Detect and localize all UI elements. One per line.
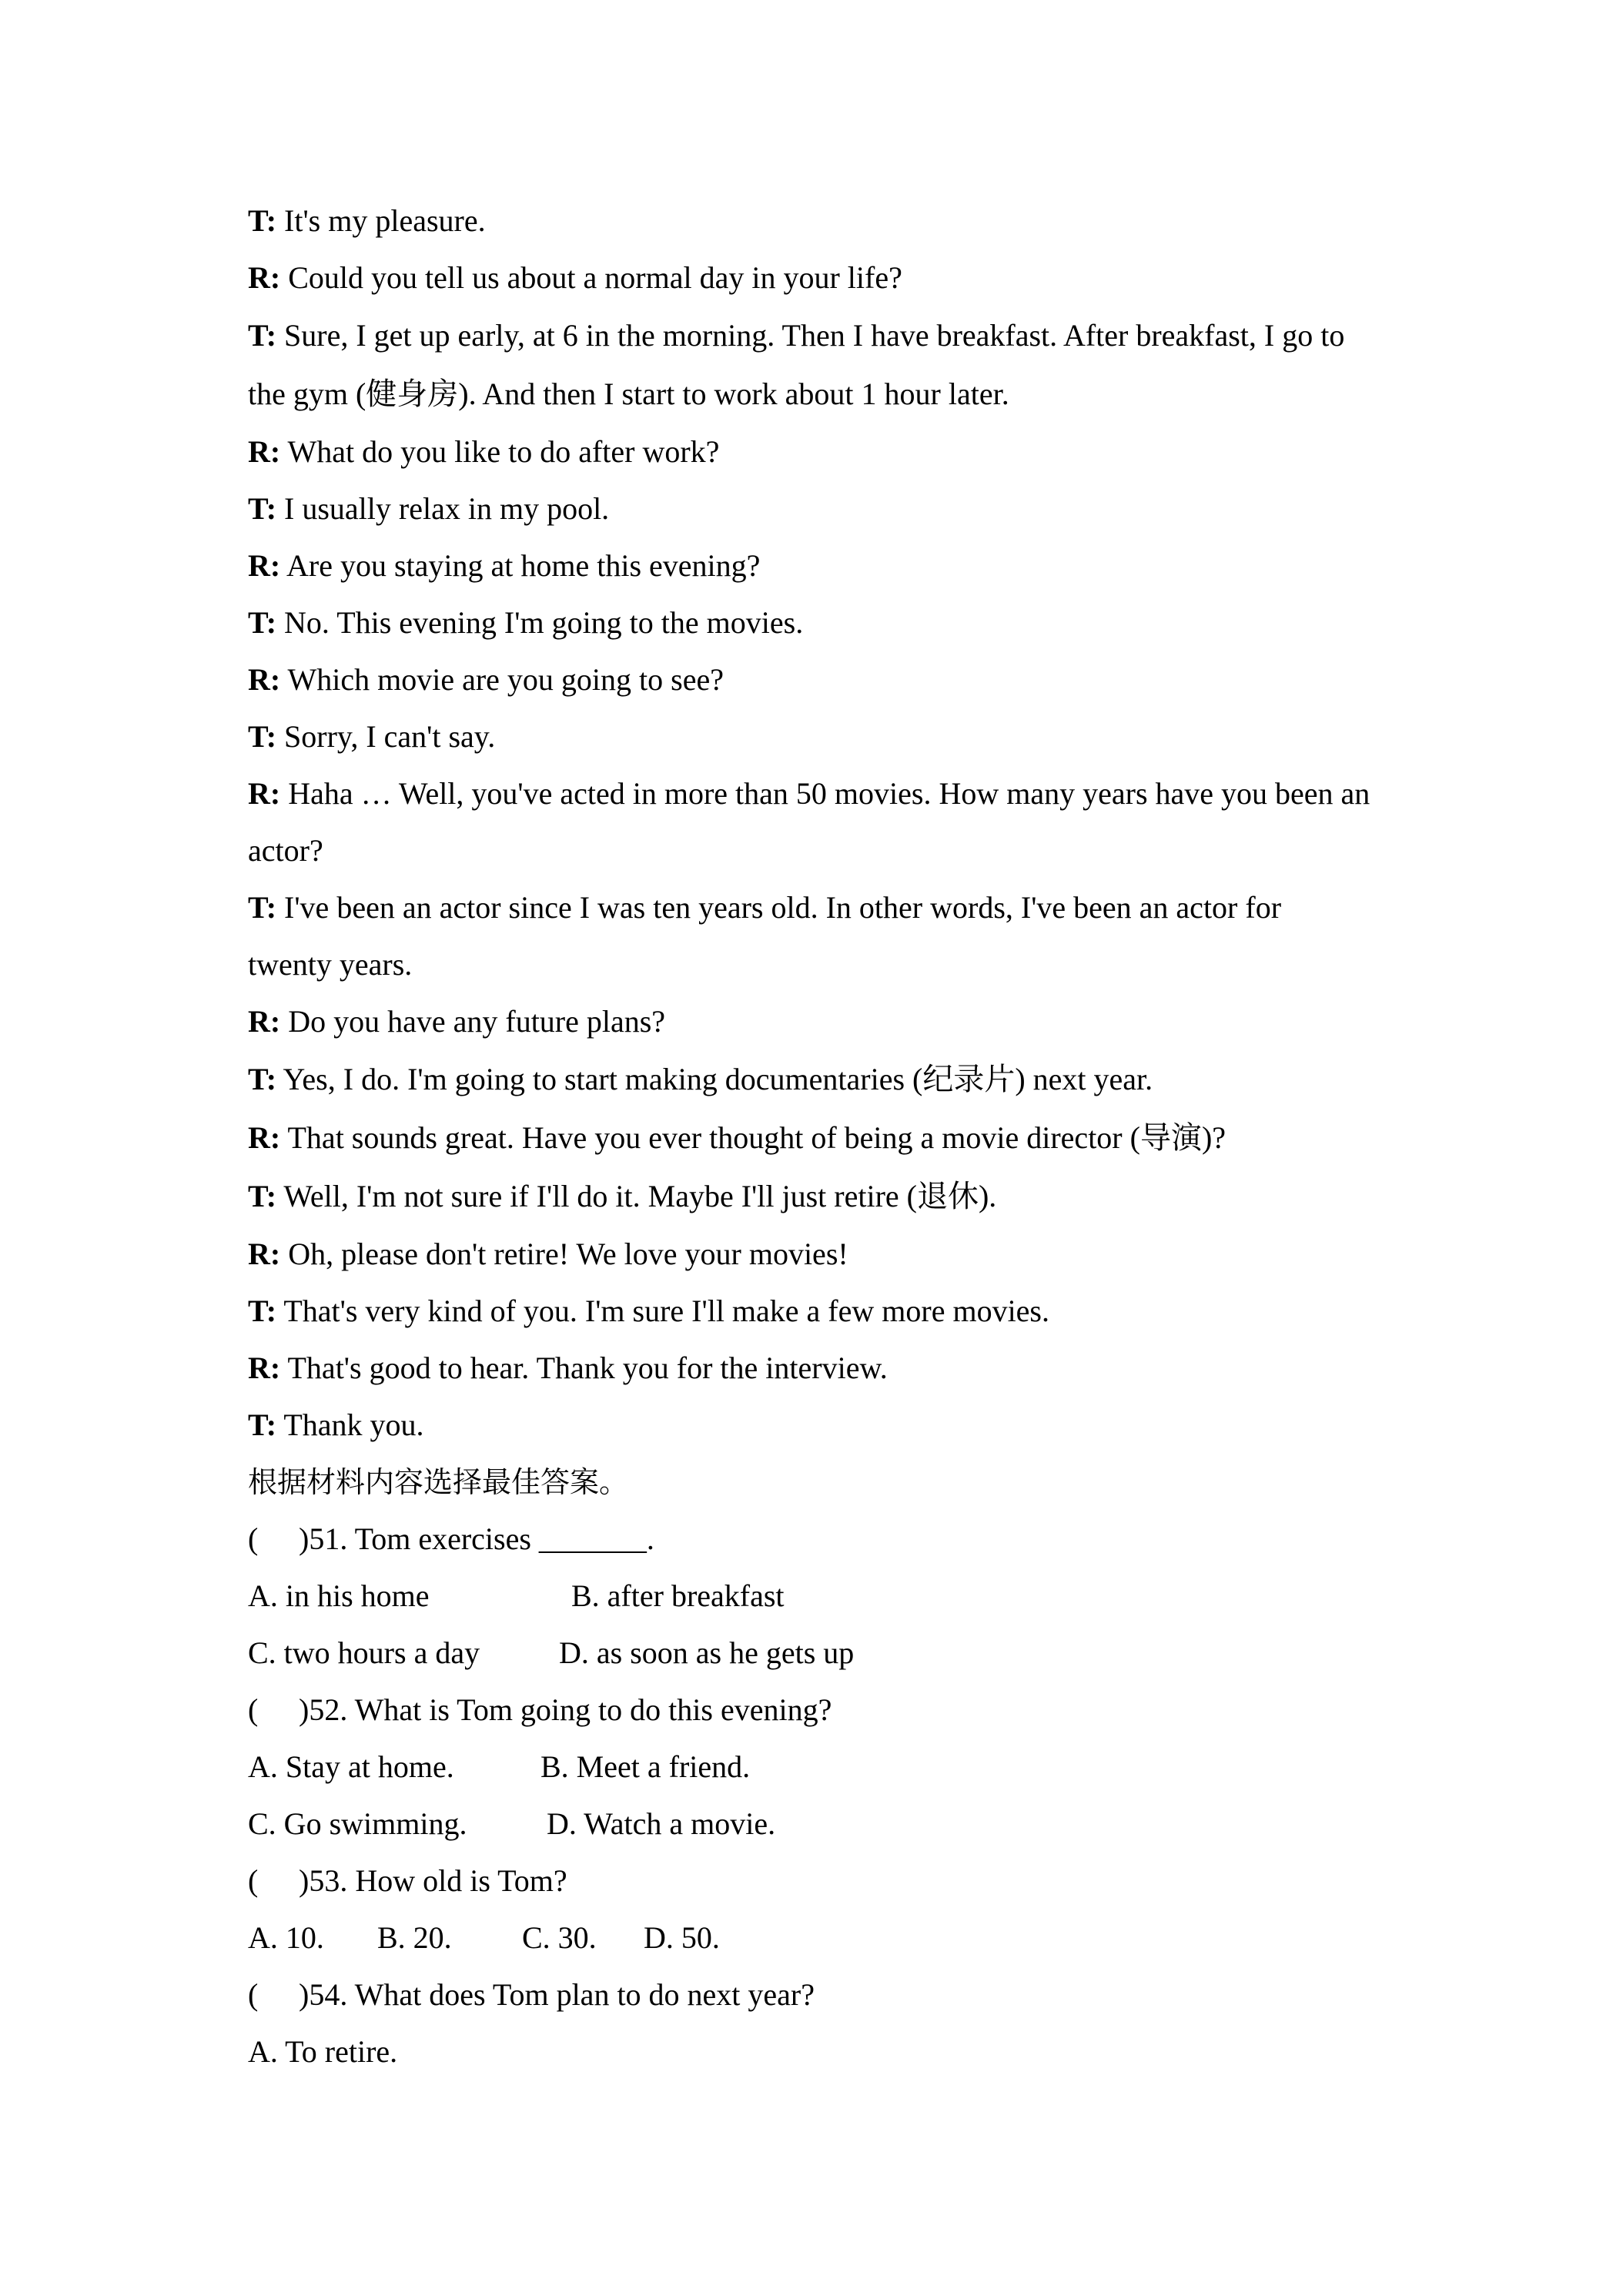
speaker-label: R: (248, 662, 281, 697)
line-text: Thank you. (283, 1407, 424, 1442)
options-row (248, 1739, 1372, 1796)
option-d[interactable]: D. Watch a movie. (547, 1806, 776, 1841)
option-a[interactable]: A. in his home (248, 1578, 430, 1613)
speaker-label: T: (248, 1062, 277, 1096)
question-text: )53. How old is Tom? (299, 1863, 567, 1898)
speaker-label: T: (248, 491, 277, 526)
option-a[interactable]: A. 10. (248, 1920, 324, 1955)
speaker-label: T: (248, 719, 277, 754)
dialogue-line (248, 1109, 1372, 1167)
dialogue-line (248, 537, 1372, 594)
option-a[interactable]: A. To retire. (248, 2034, 398, 2069)
speaker-label: T: (248, 1407, 277, 1442)
speaker-label: T: (248, 890, 277, 925)
dialogue-line (248, 249, 1372, 306)
speaker-label: R: (248, 434, 281, 469)
line-text: Do you have any future plans? (288, 1004, 666, 1039)
question-53 (248, 1853, 1372, 1966)
dialogue-line (248, 1050, 1372, 1109)
dialogue-line (248, 594, 1372, 651)
options-row (248, 1568, 1372, 1625)
dialogue-line (248, 708, 1372, 765)
speaker-label: R: (248, 548, 281, 583)
line-text: Haha … Well, you've acted in more than 50 movies. How many years have you been an actor? (248, 776, 1370, 868)
speaker-label: T: (248, 318, 277, 353)
question-51 (248, 1511, 1372, 1682)
dialogue-line (248, 993, 1372, 1050)
line-text: That's good to hear. Thank you for the interview. (287, 1350, 888, 1385)
question-54 (248, 1966, 1372, 2080)
answer-blank[interactable]: ( (248, 1692, 259, 1727)
option-c[interactable]: C. Go swimming. (248, 1806, 467, 1841)
option-c[interactable]: C. 30. (522, 1920, 597, 1955)
option-b[interactable]: B. Meet a friend. (540, 1749, 751, 1784)
line-text: I've been an actor since I was ten years old. In other words, I've been an actor for twenty years. (248, 890, 1282, 982)
option-a[interactable]: A. Stay at home. (248, 1749, 454, 1784)
option-c[interactable]: C. two hours a day (248, 1635, 480, 1670)
answer-blank[interactable]: ( (248, 1977, 259, 2012)
answer-blank[interactable]: ( (248, 1863, 259, 1898)
question-52 (248, 1682, 1372, 1853)
line-text: No. This evening I'm going to the movies. (284, 605, 804, 640)
question-text: )51. Tom exercises _______. (299, 1521, 654, 1556)
speaker-label: R: (248, 1350, 281, 1385)
worksheet-page (248, 192, 1372, 2080)
line-text: That sounds great. Have you ever thought of being a movie director (导演)? (287, 1120, 1226, 1155)
dialogue-line (248, 1283, 1372, 1340)
options-row (248, 1625, 1372, 1682)
dialogue-line (248, 423, 1372, 480)
line-text: I usually relax in my pool. (284, 491, 610, 526)
dialogue-line (248, 1340, 1372, 1397)
dialogue-line (248, 480, 1372, 537)
line-text: Which movie are you going to see? (287, 662, 724, 697)
speaker-label: T: (248, 1294, 277, 1328)
option-d[interactable]: D. 50. (644, 1920, 720, 1955)
line-text: That's very kind of you. I'm sure I'll make a few more movies. (283, 1294, 1049, 1328)
line-text: Yes, I do. I'm going to start making documentaries (纪录片) next year. (283, 1062, 1153, 1096)
dialogue-line (248, 1397, 1372, 1454)
speaker-label: R: (248, 1004, 281, 1039)
instruction: 根据材料内容选择最佳答案。 (248, 1465, 629, 1499)
options-row (248, 1796, 1372, 1853)
speaker-label: T: (248, 203, 277, 238)
option-b[interactable]: B. 20. (377, 1920, 452, 1955)
line-text: What do you like to do after work? (287, 434, 720, 469)
line-text: Well, I'm not sure if I'll do it. Maybe I'll just retire (退休). (283, 1179, 997, 1213)
option-b[interactable]: B. after breakfast (571, 1578, 785, 1613)
speaker-label: R: (248, 1237, 281, 1271)
speaker-label: R: (248, 260, 281, 295)
speaker-label: T: (248, 605, 277, 640)
options-row (248, 2023, 1372, 2080)
option-d[interactable]: D. as soon as he gets up (559, 1635, 855, 1670)
question-text: )52. What is Tom going to do this evening? (299, 1692, 832, 1727)
speaker-label: T: (248, 1179, 277, 1213)
options-row (248, 1909, 1372, 1966)
speaker-label: R: (248, 1120, 281, 1155)
line-text: Could you tell us about a normal day in your life? (288, 260, 902, 295)
question-stem (248, 1966, 1372, 2023)
dialogue-line (248, 765, 1372, 879)
line-text: Oh, please don't retire! We love your movies! (288, 1237, 848, 1271)
question-stem (248, 1511, 1372, 1568)
line-text: Are you staying at home this evening? (286, 548, 761, 583)
line-text: Sorry, I can't say. (284, 719, 496, 754)
dialogue-line (248, 192, 1372, 249)
dialogue (248, 192, 1372, 1454)
speaker-label: R: (248, 776, 281, 811)
question-stem (248, 1853, 1372, 1909)
dialogue-line (248, 306, 1372, 423)
line-text: It's my pleasure. (284, 203, 486, 238)
dialogue-line (248, 1226, 1372, 1283)
question-text: )54. What does Tom plan to do next year? (299, 1977, 815, 2012)
question-stem (248, 1682, 1372, 1739)
dialogue-line (248, 651, 1372, 708)
line-text: Sure, I get up early, at 6 in the morning. Then I have breakfast. After breakfast, I go to the gym (健身房). And then I start to work about 1 hour later. (248, 318, 1345, 411)
dialogue-line (248, 1167, 1372, 1226)
dialogue-line (248, 879, 1372, 993)
answer-blank[interactable]: ( (248, 1521, 259, 1556)
